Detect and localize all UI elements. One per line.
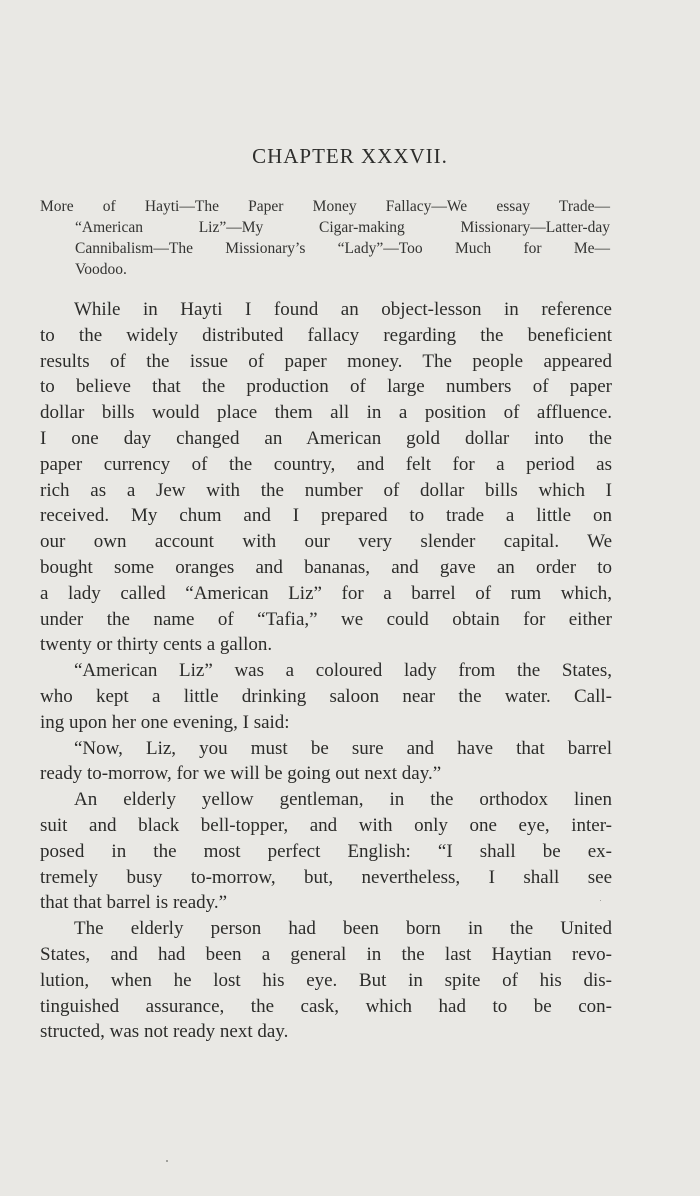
text-line: tremely busy to-morrow, but, nevertheless, I shall see <box>40 866 612 888</box>
text-line: to the widely distributed fallacy regarding the beneficient <box>40 324 612 346</box>
text-line: a lady called “American Liz” for a barrel of rum which, <box>40 582 612 604</box>
paragraph <box>40 736 612 788</box>
paper-speck <box>600 900 601 901</box>
synopsis-line: More of Hayti—The Paper Money Fallacy—We essay Trade— <box>40 198 610 215</box>
text-line: tinguished assurance, the cask, which had to be con- <box>40 995 612 1017</box>
text-line: bought some oranges and bananas, and gave an order to <box>40 556 612 578</box>
text-line: An elderly yellow gentleman, in the orthodox linen <box>74 789 612 811</box>
text-line: I one day changed an American gold dollar into the <box>40 427 612 449</box>
synopsis-line: Cannibalism—The Missionary’s “Lady”—Too Much for Me— <box>75 240 610 257</box>
text-line: lution, when he lost his eye. But in spite of his dis- <box>40 969 612 991</box>
text-line: structed, was not ready next day. <box>40 1021 289 1043</box>
text-line: twenty or thirty cents a gallon. <box>40 634 273 656</box>
paper-speck <box>166 1160 168 1162</box>
text-line: ready to-morrow, for we will be going out next day.” <box>40 763 442 785</box>
text-line: dollar bills would place them all in a position of affluence. <box>40 402 612 424</box>
text-line: rich as a Jew with the number of dollar bills which I <box>40 479 612 501</box>
text-line: The elderly person had been born in the United <box>74 918 612 940</box>
text-line: suit and black bell-topper, and with only one eye, inter- <box>40 814 612 836</box>
chapter-body <box>40 297 612 1045</box>
chapter-synopsis <box>40 196 610 280</box>
text-line: received. My chum and I prepared to trade a little on <box>40 505 612 527</box>
paragraph <box>40 916 612 1045</box>
text-line: ing upon her one evening, I said: <box>40 711 290 733</box>
text-line: who kept a little drinking saloon near the water. Call- <box>40 685 612 707</box>
text-line: to believe that the production of large numbers of paper <box>40 376 612 398</box>
text-line: that that barrel is ready.” <box>40 892 228 914</box>
text-line: While in Hayti I found an object-lesson in reference <box>74 299 612 320</box>
synopsis-line: “American Liz”—My Cigar-making Missionary—Latter-day <box>75 219 610 236</box>
text-line: under the name of “Tafia,” we could obtain for either <box>40 608 612 630</box>
text-line: “American Liz” was a coloured lady from the States, <box>74 660 612 682</box>
text-line: “Now, Liz, you must be sure and have that barrel <box>74 737 612 759</box>
synopsis-line: Voodoo. <box>75 261 127 278</box>
paragraph <box>40 297 612 658</box>
paragraph <box>40 658 612 735</box>
text-line: States, and had been a general in the last Haytian revo- <box>40 943 612 965</box>
text-line: results of the issue of paper money. The people appeared <box>40 350 612 372</box>
paragraph <box>40 787 612 916</box>
text-line: paper currency of the country, and felt for a period as <box>40 453 612 475</box>
text-line: our own account with our very slender capital. We <box>40 531 612 553</box>
chapter-title: CHAPTER XXXVII. <box>252 144 448 168</box>
text-line: posed in the most perfect English: “I shall be ex- <box>40 840 612 862</box>
